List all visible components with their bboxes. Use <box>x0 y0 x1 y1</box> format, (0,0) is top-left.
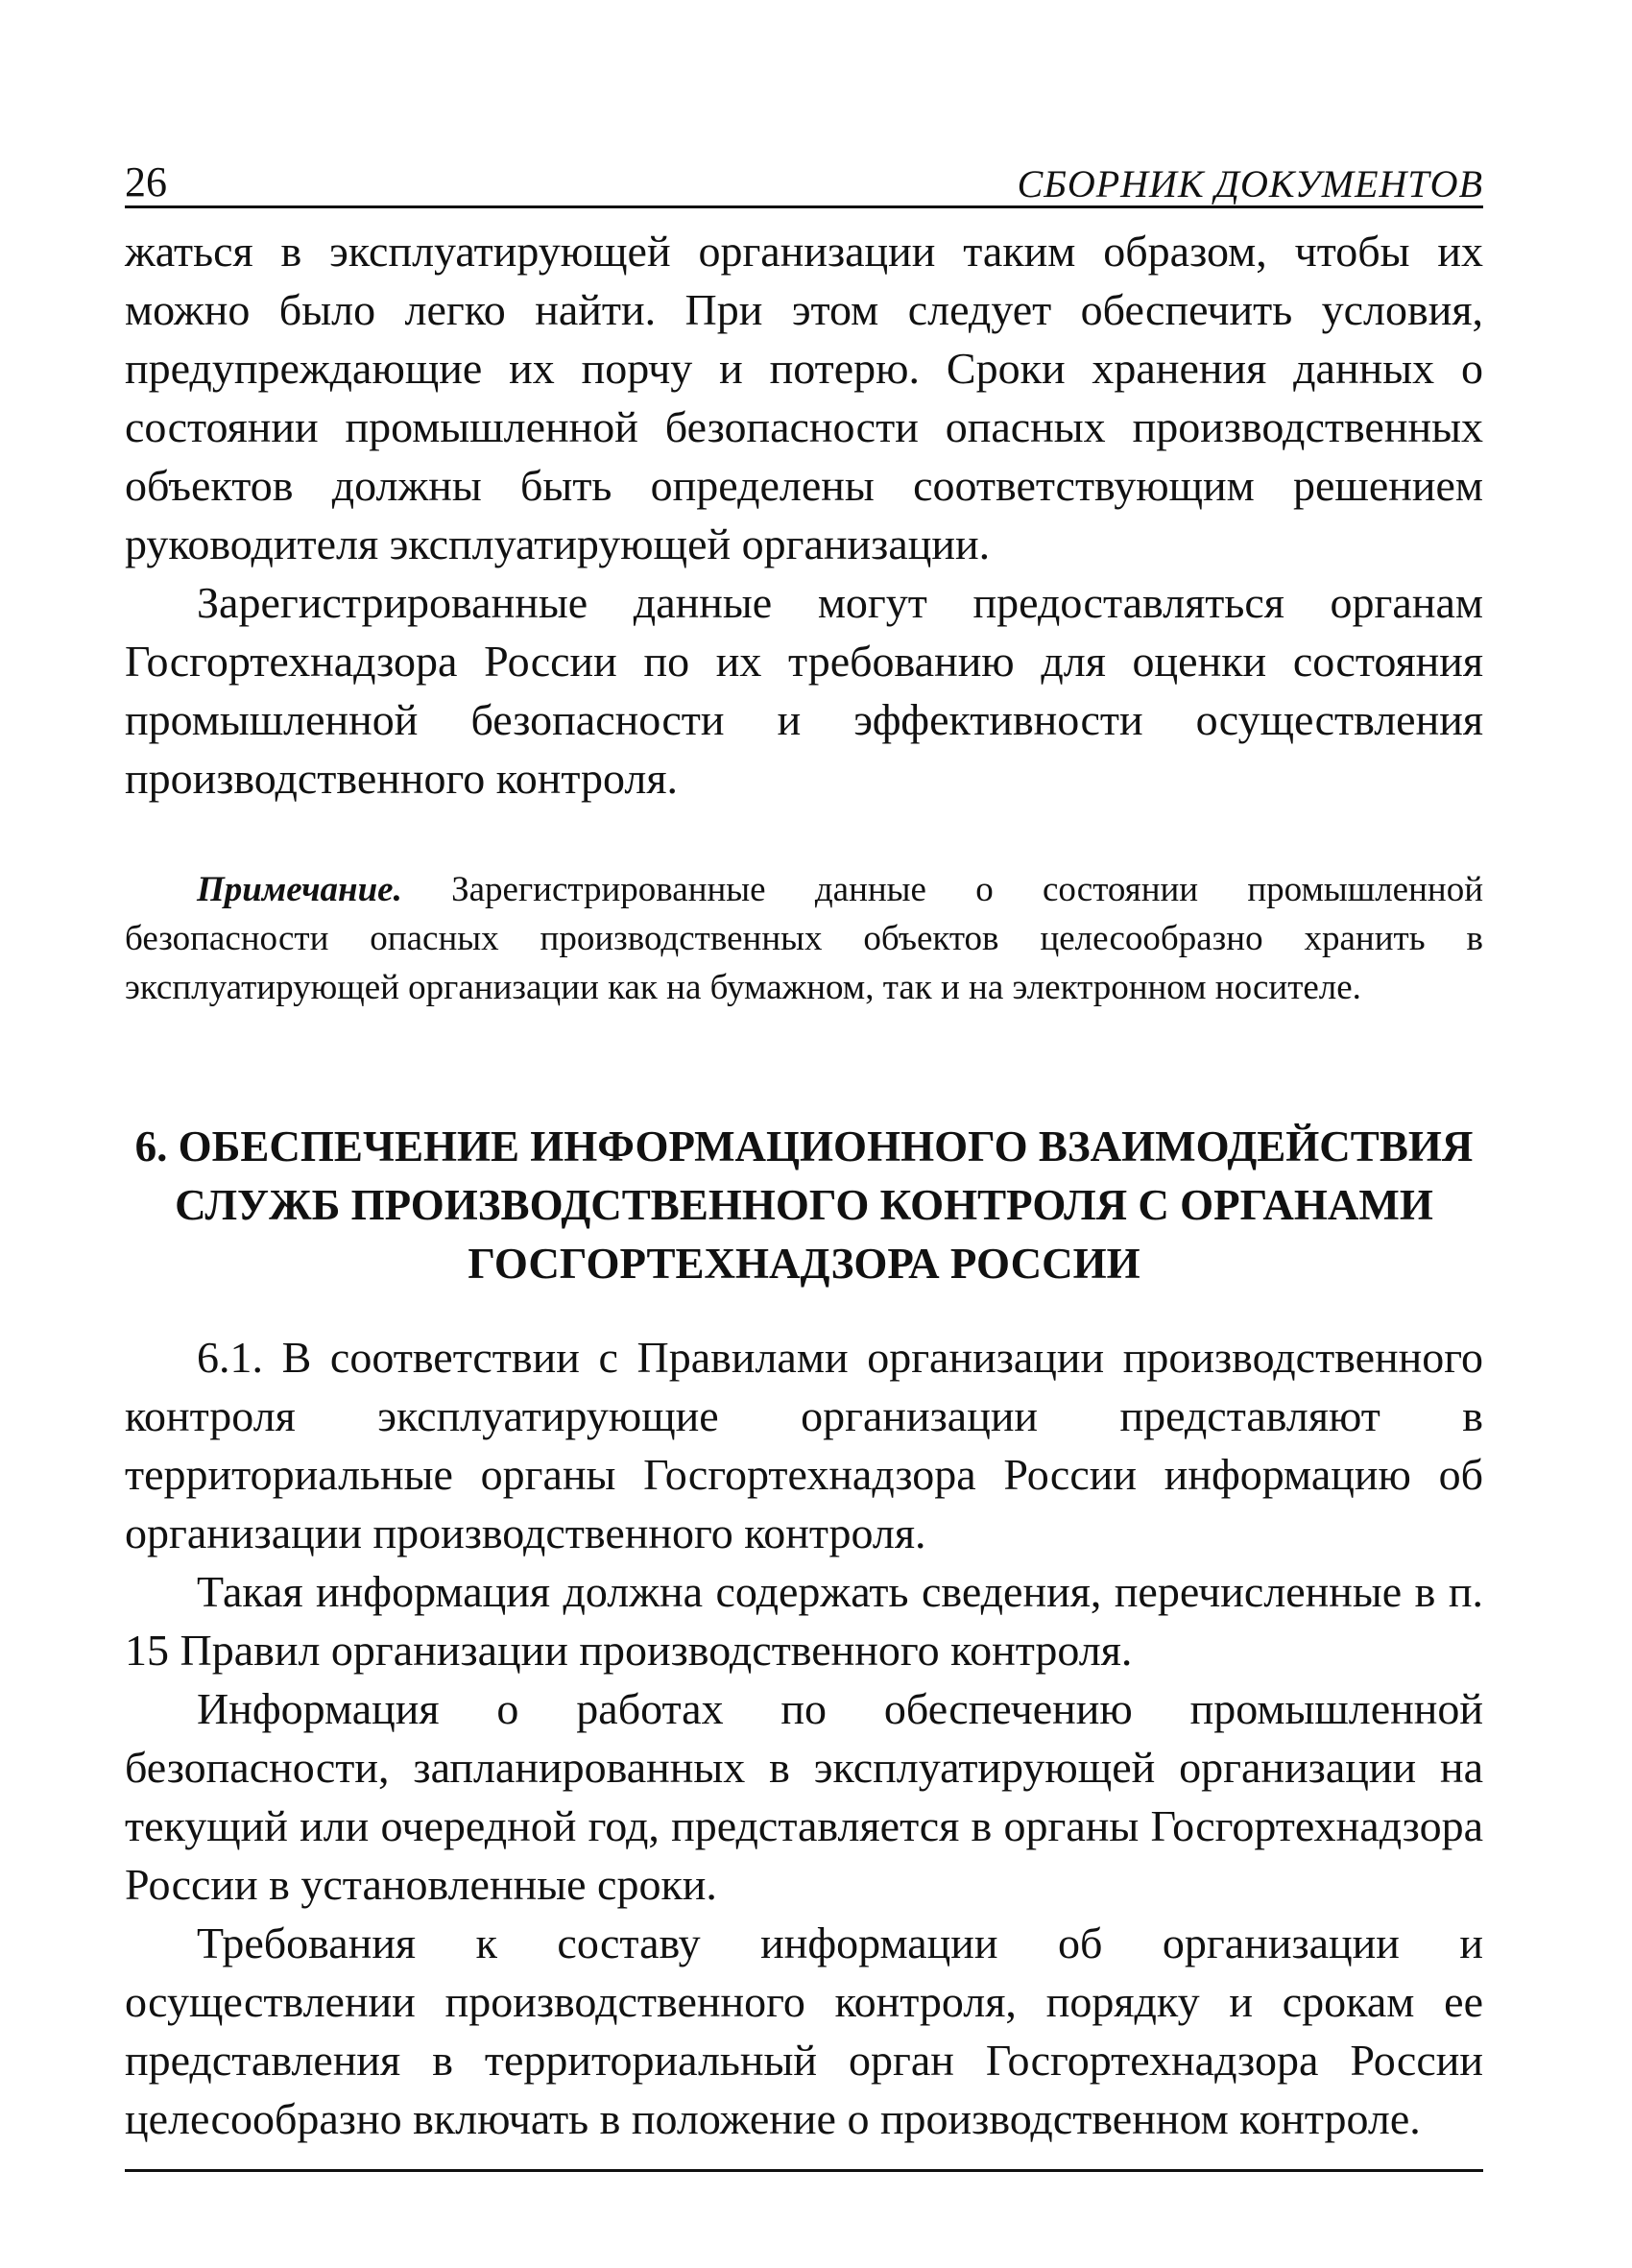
body-text <box>125 222 1483 808</box>
paragraph-6-1: 6.1. В соответствии с Правилами организации производственного контроля эксплуатирующие организации представляют в территориальные органы Госгортехнадзора России информацию об организации производственного контроля. <box>125 1333 1483 1557</box>
paragraph-registered-data: Зарегистрированные данные могут предоставляться органам Госгортехнадзора России по их требованию для оценки состояния промышленной безопасности и эффективности осуществления производственного контроля. <box>125 578 1483 803</box>
document-page <box>125 144 1483 2172</box>
note-label: Примечание. <box>197 870 402 909</box>
running-title: СБОРНИК ДОКУМЕНТОВ <box>1017 162 1483 205</box>
footer-rule <box>125 2169 1483 2172</box>
paragraph-continued: жаться в эксплуатирующей организации таким образом, чтобы их можно было легко найти. При этом следует обеспечить условия, предупреждающие их порчу и потерю. Сроки хранения данных о состоянии промышленной безопасности опасных производственных объектов должны быть определены соответствующим решением руководителя эксплуатирующей организации. <box>125 227 1483 568</box>
page-number: 26 <box>125 158 167 205</box>
note <box>125 865 1483 1012</box>
section-title: 6. ОБЕСПЕЧЕНИЕ ИНФОРМАЦИОННОГО ВЗАИМОДЕЙСТВИЯ СЛУЖБ ПРОИЗВОДСТВЕННОГО КОНТРОЛЯ С ОРГАНАМИ ГОСГОРТЕХНАДЗОРА РОССИИ <box>134 1122 1474 1288</box>
paragraph-requirements: Требования к составу информации об организации и осуществлении производственного контроля, порядку и срокам ее представления в территориальный орган Госгортехнадзора России целесообразно включать в положение о производственном контроле. <box>125 1918 1483 2143</box>
note-text: Зарегистрированные данные о состоянии промышленной безопасности опасных производственных объектов целесообразно хранить в эксплуатирующей организации как на бумажном, так и на электронном носителе. <box>125 870 1483 1007</box>
section-body <box>125 1328 1483 2148</box>
paragraph-work-information: Информация о работах по обеспечению промышленной безопасности, запланированных в эксплуатирующей организации на текущий или очередной год, представляется в органы Госгортехнадзора России в установленные сроки. <box>125 1684 1483 1909</box>
running-header <box>125 144 1483 208</box>
paragraph-information-content: Такая информация должна содержать сведения, перечисленные в п. 15 Правил организации производственного контроля. <box>125 1567 1483 1675</box>
